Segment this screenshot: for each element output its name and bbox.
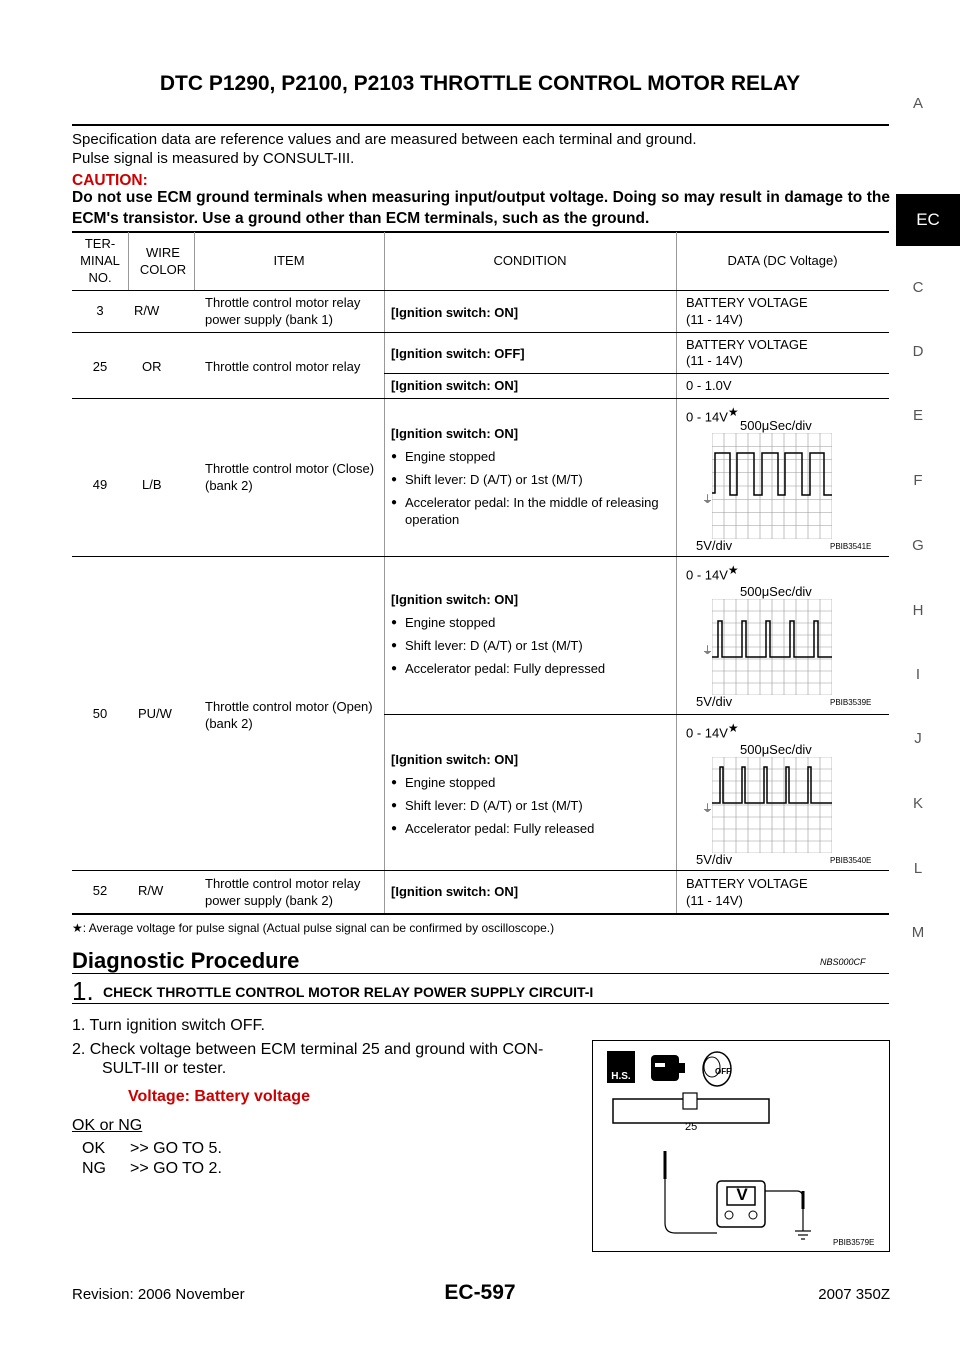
table-row-52-wire: R/W <box>138 883 164 898</box>
scope-volt-label: 5V/div <box>696 538 733 553</box>
table-row-25-item: Throttle control motor relay <box>205 359 361 374</box>
table-row-3-wire: R/W <box>134 303 160 318</box>
title-rule <box>72 124 889 126</box>
instruction-2-cont: SULT-III or tester. <box>102 1060 227 1077</box>
table-row-25-data-off-1: BATTERY VOLTAGE <box>686 337 808 352</box>
condition-bullet: ● Engine stopped <box>391 448 673 465</box>
caution-text: Do not use ECM ground terminals when measuring input/output voltage. Doing so may result in damage to the ECM's transistor. Use a ground other than ECM terminals, such as the ground. <box>72 189 890 227</box>
ground-icon: ⏚ <box>702 494 713 506</box>
table-row-50b-condition <box>391 751 673 837</box>
scope-time-label: 500μSec/div <box>740 742 812 757</box>
scope-volt-label: 5V/div <box>696 852 733 867</box>
condition-bullet: ● Accelerator pedal: Fully released <box>391 820 673 837</box>
ok-action[interactable]: >> GO TO 5. <box>130 1140 222 1157</box>
star-icon: ★ <box>727 405 739 419</box>
data-value: 0 - 14V <box>686 725 728 741</box>
side-tab-l[interactable]: L <box>913 860 923 877</box>
hs-badge: H.S. <box>607 1051 635 1083</box>
terminal-label: 25 <box>685 1121 698 1133</box>
table-row-3-condition: [Ignition switch: ON] <box>391 305 519 320</box>
intro-line-2: Pulse signal is measured by CONSULT-III. <box>72 150 355 167</box>
table-row-3-data-2: (11 - 14V) <box>686 312 743 327</box>
col-divider <box>384 232 385 913</box>
side-tab-c[interactable]: C <box>912 279 924 296</box>
side-tab-h[interactable]: H <box>912 602 924 619</box>
waveform-graph <box>712 757 832 853</box>
step-title: CHECK THROTTLE CONTROL MOTOR RELAY POWER SUPPLY CIRCUIT-I <box>103 984 594 1000</box>
col-divider <box>128 232 129 290</box>
table-row-25-condition-off: [Ignition switch: OFF] <box>391 346 525 361</box>
star-icon: ★ <box>727 721 739 735</box>
condition-bullet: ● Engine stopped <box>391 774 673 791</box>
table-footnote <box>72 921 554 935</box>
table-row-3-data-1: BATTERY VOLTAGE <box>686 295 808 310</box>
oscilloscope-waveform-50a <box>694 584 874 710</box>
table-row-52-condition: [Ignition switch: ON] <box>391 884 519 899</box>
measurement-diagram <box>592 1040 890 1252</box>
table-row-50-item: Throttle control motor (Open) (bank 2) <box>205 699 373 731</box>
voltage-spec: Voltage: Battery voltage <box>128 1088 310 1105</box>
oscilloscope-waveform-50b <box>694 742 874 868</box>
row-divider <box>72 398 889 399</box>
ok-label: OK <box>82 1140 106 1157</box>
ground-icon: ⏚ <box>702 803 713 815</box>
ng-action[interactable]: >> GO TO 2. <box>130 1160 222 1177</box>
star-icon: ★ <box>727 563 739 577</box>
side-tab-j[interactable]: J <box>914 730 922 747</box>
section-rule <box>72 973 889 974</box>
condition-bullet: ● Shift lever: D (A/T) or 1st (M/T) <box>391 471 673 488</box>
scope-time-label: 500μSec/div <box>740 418 812 433</box>
row-divider <box>72 290 889 291</box>
table-row-25-data-on: 0 - 1.0V <box>686 378 732 393</box>
step-number: 1. <box>72 976 94 1006</box>
col-header-item: ITEM <box>273 253 305 268</box>
ground-icon: ⏚ <box>702 645 713 657</box>
condition-bullet: ● Shift lever: D (A/T) or 1st (M/T) <box>391 637 673 654</box>
table-row-3-terminal: 3 <box>96 303 104 318</box>
image-id: PBIB3540E <box>830 856 872 865</box>
caution-label: CAUTION: <box>72 172 148 189</box>
row-divider <box>72 870 889 871</box>
footer-page-number: EC-597 <box>444 1281 516 1304</box>
image-id: PBIB3579E <box>833 1238 875 1247</box>
step-rule <box>72 1003 889 1004</box>
side-tab-d[interactable]: D <box>912 343 924 360</box>
waveform-graph <box>712 599 832 695</box>
image-id: PBIB3539E <box>830 698 872 707</box>
row-divider <box>384 714 889 715</box>
scope-volt-label: 5V/div <box>696 694 733 709</box>
table-row-50b-data <box>686 720 739 741</box>
row-divider <box>72 332 889 333</box>
ok-ng-heading: OK or NG <box>72 1117 143 1134</box>
side-tab-ec[interactable]: EC <box>896 194 960 246</box>
table-row-49-wire: L/B <box>142 477 162 492</box>
table-bottom-rule <box>72 913 889 915</box>
table-row-52-data-1: BATTERY VOLTAGE <box>686 876 808 891</box>
table-row-25-wire: OR <box>142 359 162 374</box>
table-row-50a-condition <box>391 591 673 677</box>
table-row-25-condition-on: [Ignition switch: ON] <box>391 378 519 393</box>
table-row-52-data-2: (11 - 14V) <box>686 893 743 908</box>
section-title: Diagnostic Procedure <box>72 948 300 973</box>
instruction-2: 2. Check voltage between ECM terminal 25 and ground with CON- <box>72 1041 544 1058</box>
condition-bullet: ● Shift lever: D (A/T) or 1st (M/T) <box>391 797 673 814</box>
condition-bullet: ● Accelerator pedal: In the middle of releasing operation <box>391 494 673 528</box>
table-row-52-item: Throttle control motor relay power supply (bank 2) <box>205 876 361 908</box>
col-header-wire: WIRE COLOR <box>139 245 187 277</box>
condition-bullet: ● Accelerator pedal: Fully depressed <box>391 660 673 677</box>
footer-revision: Revision: 2006 November <box>72 1286 245 1303</box>
condition-heading: [Ignition switch: ON] <box>391 426 519 441</box>
circuit-drawing <box>593 1091 889 1251</box>
image-id: PBIB3541E <box>830 542 872 551</box>
footnote-text: : Average voltage for pulse signal (Actual pulse signal can be confirmed by oscilloscope.) <box>82 921 555 935</box>
table-row-25-data-off-2: (11 - 14V) <box>686 353 743 368</box>
data-value: 0 - 14V <box>686 567 728 583</box>
page-title: DTC P1290, P2100, P2103 THROTTLE CONTROL MOTOR RELAY <box>159 72 801 95</box>
table-row-52-terminal: 52 <box>92 883 108 898</box>
footer-model: 2007 350Z <box>818 1286 890 1303</box>
row-divider <box>384 373 889 374</box>
section-code: NBS000CF <box>820 957 866 967</box>
condition-bullet: ● Engine stopped <box>391 614 673 631</box>
table-row-50-terminal: 50 <box>92 706 108 721</box>
scope-time-label: 500μSec/div <box>740 584 812 599</box>
data-value: 0 - 14V <box>686 409 728 425</box>
side-tab-a[interactable]: A <box>912 95 923 112</box>
side-tab-k[interactable]: K <box>912 795 923 812</box>
intro-line-1: Specification data are reference values and are measured between each terminal and ground. <box>72 131 697 148</box>
side-tab-f[interactable]: F <box>913 472 923 489</box>
side-tab-m[interactable]: M <box>911 924 925 941</box>
table-row-3-item: Throttle control motor relay power supply (bank 1) <box>205 295 361 327</box>
side-tab-g[interactable]: G <box>912 537 924 554</box>
instruction-1: 1. Turn ignition switch OFF. <box>72 1017 265 1034</box>
col-header-condition: CONDITION <box>493 253 567 268</box>
row-divider <box>72 556 889 557</box>
connector-and-key-icons <box>649 1049 749 1089</box>
condition-heading: [Ignition switch: ON] <box>391 752 519 767</box>
col-header-terminal: TER-MINAL NO. <box>80 236 120 285</box>
side-tab-i[interactable]: I <box>915 666 921 683</box>
table-row-50a-data <box>686 562 739 583</box>
table-row-25-terminal: 25 <box>92 359 108 374</box>
col-divider <box>194 232 195 290</box>
condition-heading: [Ignition switch: ON] <box>391 592 519 607</box>
table-row-49-item: Throttle control motor (Close) (bank 2) <box>205 461 375 493</box>
oscilloscope-waveform-49 <box>694 418 874 554</box>
key-off-text: OFF <box>715 1067 731 1076</box>
table-row-49-terminal: 49 <box>92 477 108 492</box>
col-header-data: DATA (DC Voltage) <box>727 253 838 268</box>
star-icon: ★ <box>72 921 83 935</box>
table-row-49-condition <box>391 425 673 528</box>
side-tab-e[interactable]: E <box>912 407 923 424</box>
ng-label: NG <box>82 1160 106 1177</box>
table-row-50-wire: PU/W <box>138 706 172 721</box>
voltmeter-label: V <box>736 1185 748 1204</box>
col-divider <box>676 232 677 913</box>
waveform-graph <box>712 433 832 539</box>
